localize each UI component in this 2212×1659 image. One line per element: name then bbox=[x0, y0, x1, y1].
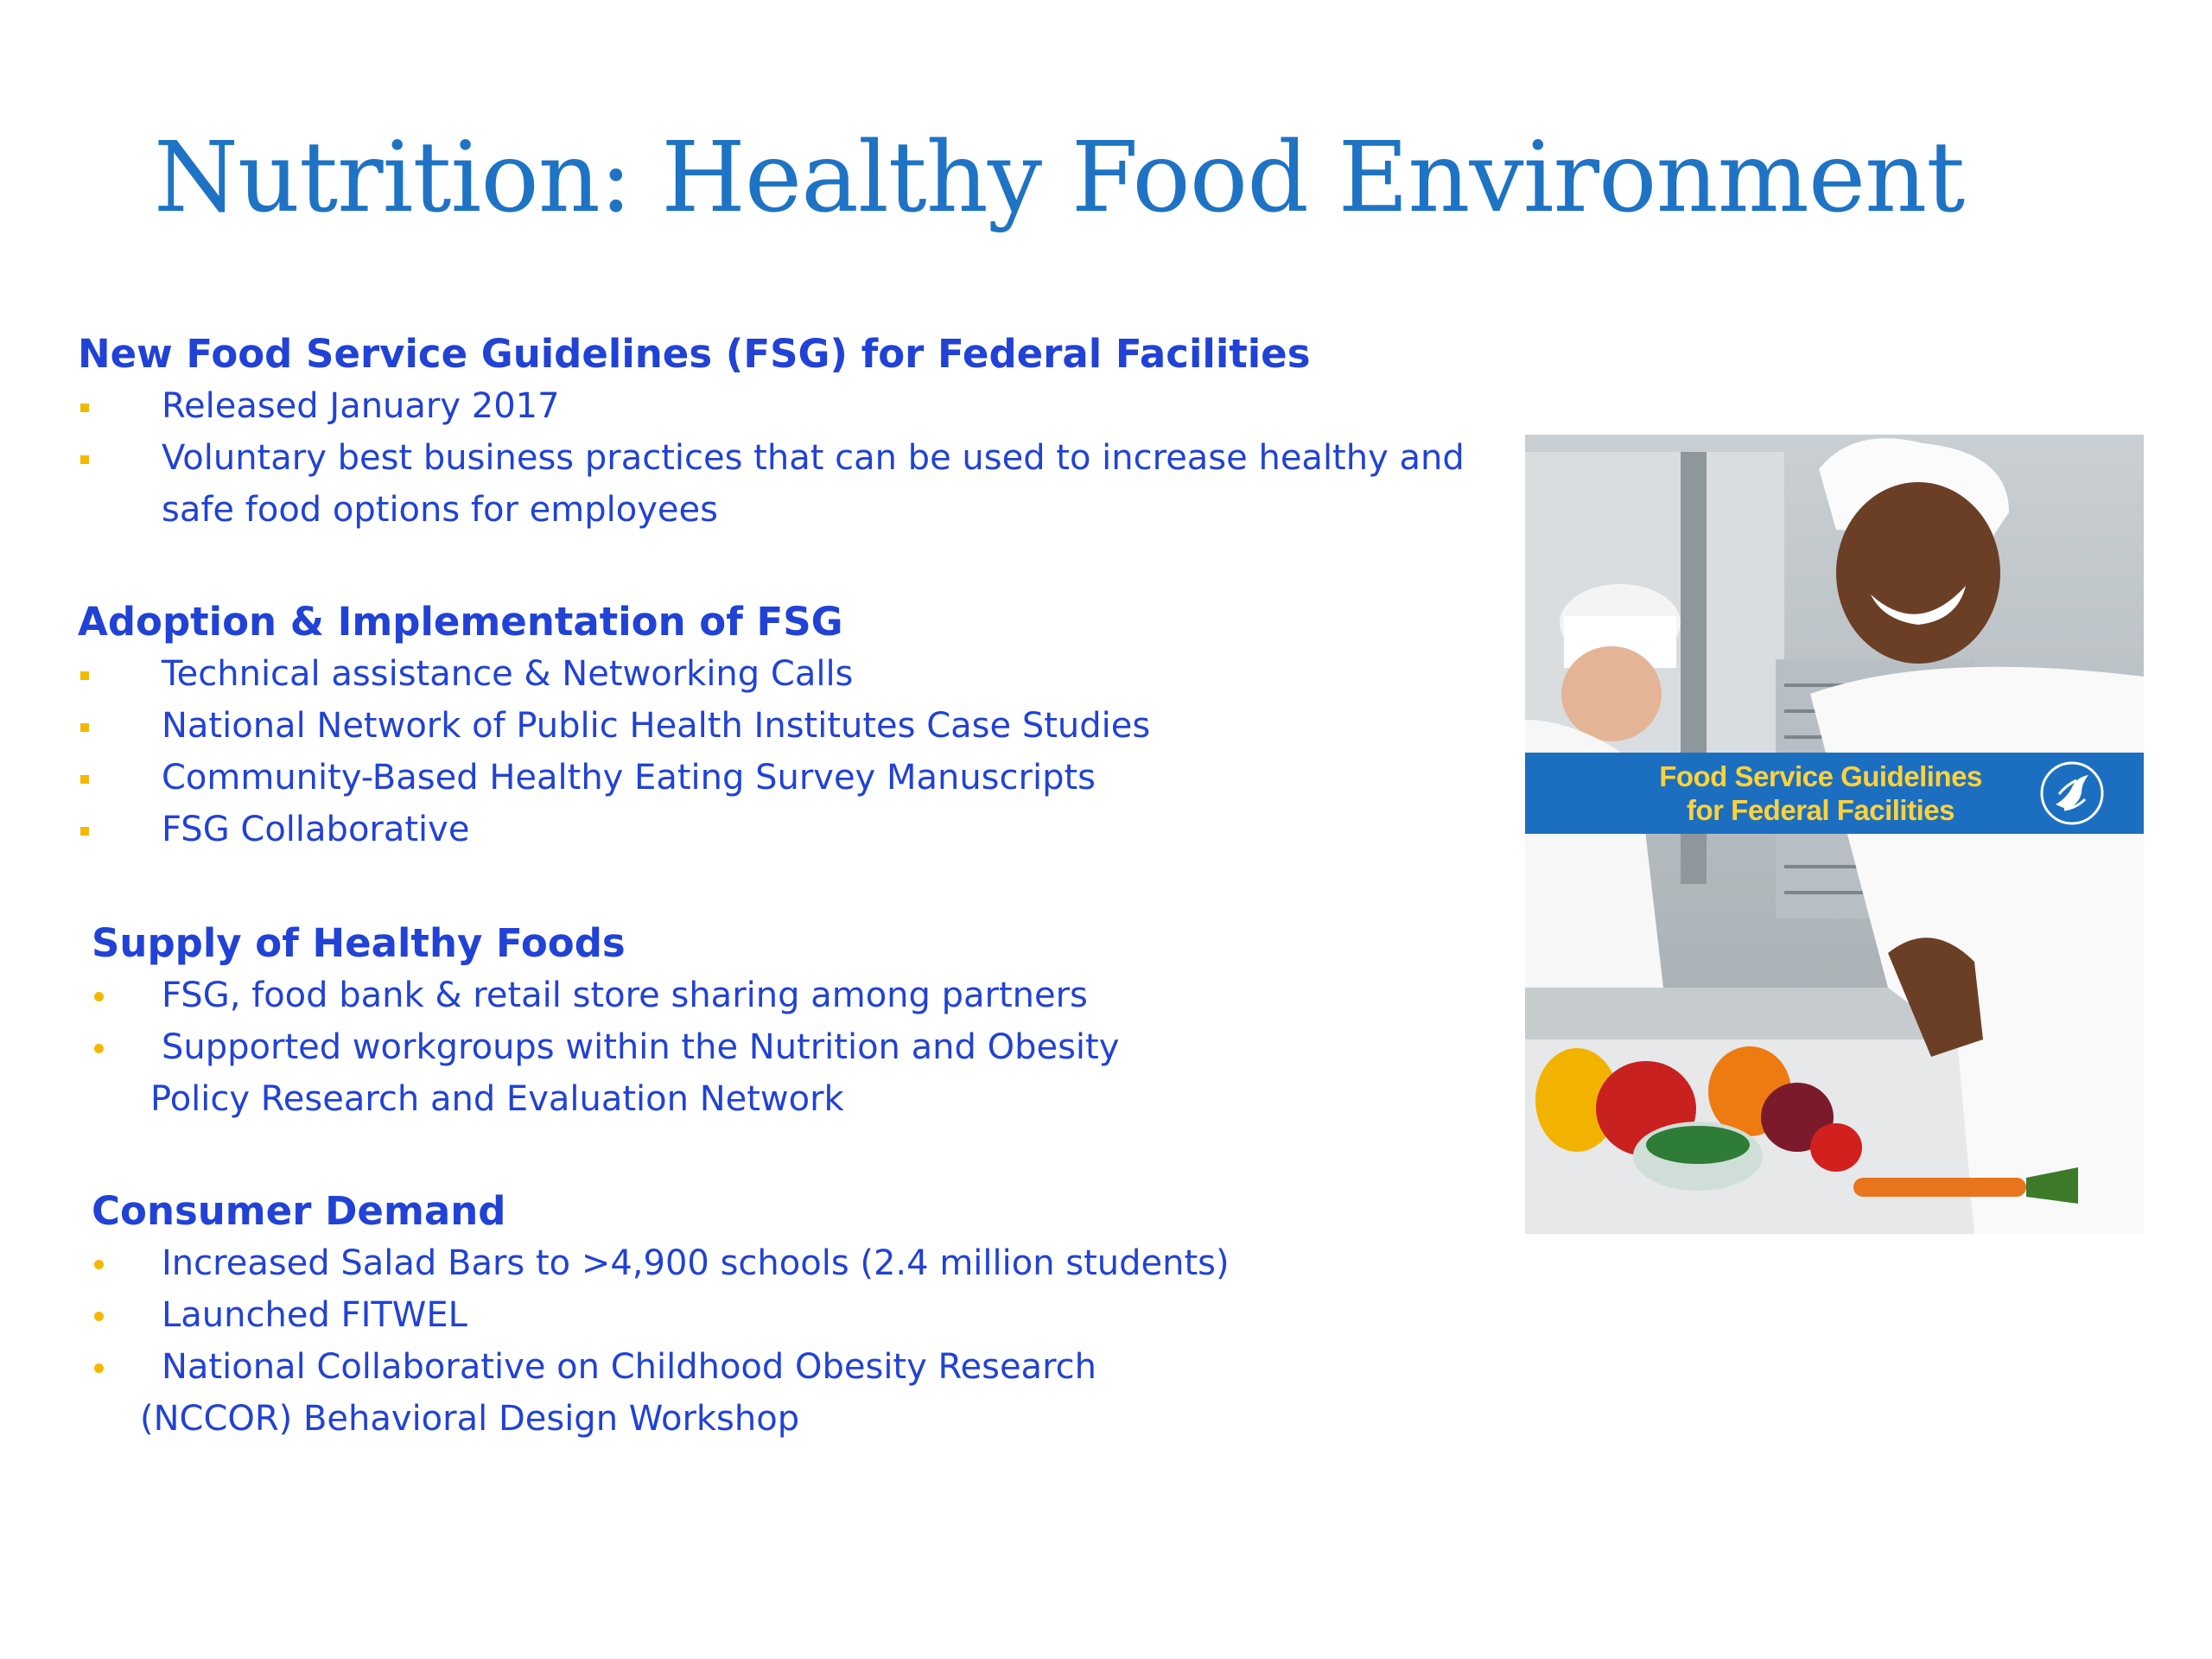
section-heading: Adoption & Implementation of FSG bbox=[78, 599, 843, 645]
list-item bbox=[92, 969, 1119, 1021]
bullet-square-icon bbox=[78, 700, 95, 752]
bullet-text: National Collaborative on Childhood Obesity Research bbox=[162, 1347, 1096, 1387]
list-item bbox=[78, 380, 1465, 432]
bullet-dot-icon bbox=[92, 1021, 109, 1073]
cover-title-line-2: for Federal Facilities bbox=[1687, 794, 1955, 826]
section-new-fsg bbox=[78, 328, 1465, 536]
slide-title: Nutrition: Healthy Food Environment bbox=[154, 122, 1965, 234]
bullet-square-icon bbox=[78, 432, 95, 484]
section-heading: New Food Service Guidelines (FSG) for Federal Facilities bbox=[78, 331, 1311, 377]
fsg-cover-image bbox=[1525, 435, 2144, 1234]
bullet-text-continued: safe food options for employees bbox=[162, 490, 718, 530]
list-item bbox=[92, 1021, 1119, 1125]
bullet-list bbox=[92, 1237, 1230, 1445]
kitchen-photo-illustration bbox=[1525, 435, 2144, 1234]
bullet-dot-icon bbox=[92, 1237, 109, 1289]
bullet-text: Launched FITWEL bbox=[162, 1295, 467, 1335]
bullet-text: Released January 2017 bbox=[162, 386, 560, 426]
bullet-text: FSG, food bank & retail store sharing among partners bbox=[162, 976, 1088, 1015]
section-heading: Consumer Demand bbox=[92, 1188, 506, 1234]
section-heading: Supply of Healthy Foods bbox=[92, 920, 626, 966]
section-adoption bbox=[78, 596, 1150, 855]
cover-title-banner bbox=[1525, 753, 2144, 834]
bullet-text: Voluntary best business practices that can be used to increase healthy and bbox=[162, 438, 1465, 478]
bullet-text: National Network of Public Health Institutes Case Studies bbox=[162, 706, 1151, 746]
bullet-list bbox=[92, 969, 1119, 1125]
bullet-square-icon bbox=[78, 380, 95, 432]
list-item bbox=[92, 1237, 1230, 1289]
bullet-square-icon bbox=[78, 804, 95, 855]
hhs-seal-icon bbox=[2038, 760, 2106, 827]
cover-title bbox=[1622, 760, 2019, 827]
bullet-text: Supported workgroups within the Nutrition and Obesity bbox=[162, 1027, 1120, 1067]
section-supply bbox=[92, 918, 1119, 1125]
bullet-text-continued: (NCCOR) Behavioral Design Workshop bbox=[140, 1399, 800, 1439]
list-item bbox=[78, 752, 1150, 804]
bullet-text-continued: Policy Research and Evaluation Network bbox=[150, 1079, 844, 1119]
list-item bbox=[92, 1341, 1230, 1445]
section-consumer-demand bbox=[92, 1185, 1230, 1445]
list-item bbox=[92, 1289, 1230, 1341]
cover-title-line-1: Food Service Guidelines bbox=[1659, 760, 1982, 792]
list-item bbox=[78, 432, 1465, 536]
bullet-list bbox=[78, 380, 1465, 536]
bullet-dot-icon bbox=[92, 1289, 109, 1341]
list-item bbox=[78, 804, 1150, 855]
bullet-text: FSG Collaborative bbox=[162, 810, 470, 849]
bullet-square-icon bbox=[78, 752, 95, 804]
bullet-list bbox=[78, 648, 1150, 855]
bullet-square-icon bbox=[78, 648, 95, 700]
list-item bbox=[78, 648, 1150, 700]
bullet-text: Technical assistance & Networking Calls bbox=[162, 654, 854, 694]
bullet-text: Community-Based Healthy Eating Survey Manuscripts bbox=[162, 758, 1096, 798]
list-item bbox=[78, 700, 1150, 752]
bullet-text: Increased Salad Bars to >4,900 schools (2.4 million students) bbox=[162, 1243, 1230, 1283]
bullet-dot-icon bbox=[92, 969, 109, 1021]
bullet-dot-icon bbox=[92, 1341, 109, 1393]
